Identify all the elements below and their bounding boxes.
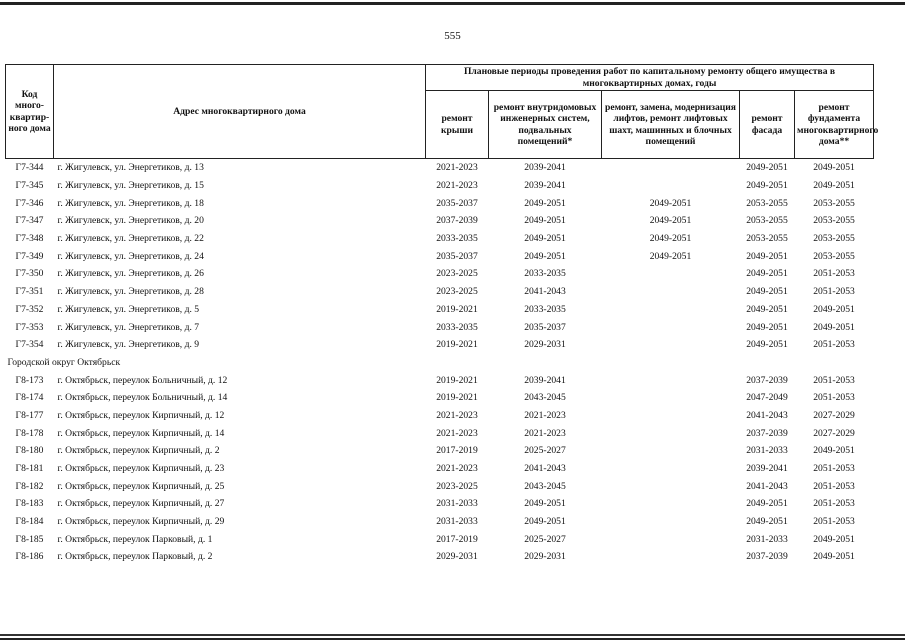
capital-repair-table — [5, 64, 879, 566]
cell-roof: 2023-2025 — [436, 268, 478, 280]
cell-systems: 2041-2043 — [524, 463, 566, 475]
cell-facade: 2037-2039 — [746, 551, 788, 563]
header-address: Адрес многоквартирного дома — [54, 65, 426, 159]
table-row — [6, 318, 874, 336]
table-row — [6, 230, 874, 248]
cell-foundation: 2049-2051 — [813, 533, 855, 545]
cell-foundation: 2027-2029 — [813, 409, 855, 421]
cell-systems: 2043-2045 — [524, 392, 566, 404]
cell-roof: 2021-2023 — [436, 427, 478, 439]
cell-lifts — [602, 424, 740, 442]
cell-roof: 2035-2037 — [436, 250, 478, 262]
cell-lifts — [602, 460, 740, 478]
cell-systems: 2049-2051 — [524, 215, 566, 227]
cell-facade: 2049-2051 — [746, 516, 788, 528]
cell-foundation: 2049-2051 — [813, 551, 855, 563]
cell-code: Г7-354 — [15, 339, 44, 351]
cell-foundation: 2051-2053 — [813, 516, 855, 528]
table-row — [6, 530, 874, 548]
cell-lifts — [602, 336, 740, 354]
cell-code: Г7-353 — [15, 321, 44, 333]
cell-systems: 2039-2041 — [524, 374, 566, 386]
header-facade: ремонт фасада — [740, 91, 795, 159]
table-body — [6, 159, 874, 566]
cell-systems: 2043-2045 — [524, 480, 566, 492]
cell-lifts — [602, 548, 740, 566]
cell-facade: 2053-2055 — [746, 197, 788, 209]
cell-facade: 2049-2051 — [746, 339, 788, 351]
cell-code: Г7-346 — [15, 197, 44, 209]
cell-roof: 2035-2037 — [436, 197, 478, 209]
table-row — [6, 247, 874, 265]
cell-code: Г7-351 — [15, 286, 44, 298]
table-row — [6, 442, 874, 460]
cell-systems: 2039-2041 — [524, 162, 566, 174]
table-row — [6, 495, 874, 513]
cell-lifts: 2049-2051 — [649, 215, 692, 227]
cell-foundation: 2051-2053 — [813, 480, 855, 492]
cell-lifts — [602, 513, 740, 531]
cell-foundation: 2051-2053 — [813, 339, 855, 351]
cell-code: Г8-174 — [15, 392, 44, 404]
cell-code: Г8-178 — [15, 427, 44, 439]
cell-roof: 2033-2035 — [436, 321, 478, 333]
cell-code: Г7-344 — [15, 162, 44, 174]
cell-systems: 2049-2051 — [524, 233, 566, 245]
cell-systems: 2021-2023 — [524, 409, 566, 421]
table-row — [6, 389, 874, 407]
table-row — [6, 177, 874, 195]
cell-facade: 2039-2041 — [746, 463, 788, 475]
cell-address: г. Октябрьск, переулок Кирпичный, д. 12 — [57, 409, 225, 421]
top-rule — [0, 2, 905, 5]
cell-foundation: 2027-2029 — [813, 427, 855, 439]
table-row — [6, 460, 874, 478]
cell-lifts — [602, 477, 740, 495]
table-row — [6, 548, 874, 566]
cell-address: г. Октябрьск, переулок Кирпичный, д. 2 — [57, 445, 220, 457]
cell-lifts — [602, 301, 740, 319]
cell-systems: 2029-2031 — [524, 339, 566, 351]
cell-foundation: 2049-2051 — [813, 321, 855, 333]
cell-address: г. Жигулевск, ул. Энергетиков, д. 28 — [57, 286, 204, 298]
cell-address: г. Жигулевск, ул. Энергетиков, д. 22 — [57, 233, 204, 245]
cell-lifts: 2049-2051 — [649, 197, 692, 209]
table-row — [6, 407, 874, 425]
cell-systems: 2033-2035 — [524, 303, 566, 315]
cell-roof: 2029-2031 — [436, 551, 478, 563]
cell-code: Г7-352 — [15, 303, 44, 315]
table-row — [6, 513, 874, 531]
cell-code: Г8-183 — [15, 498, 44, 510]
cell-address: г. Октябрьск, переулок Кирпичный, д. 23 — [57, 463, 225, 475]
cell-roof: 2017-2019 — [436, 445, 478, 457]
cell-roof: 2031-2033 — [436, 516, 478, 528]
cell-address: г. Жигулевск, ул. Энергетиков, д. 20 — [57, 215, 204, 227]
table-row — [6, 194, 874, 212]
cell-facade: 2031-2033 — [746, 445, 788, 457]
cell-foundation: 2049-2051 — [813, 180, 855, 192]
cell-code: Г8-186 — [15, 551, 44, 563]
cell-lifts: 2049-2051 — [649, 250, 692, 262]
cell-roof: 2021-2023 — [436, 409, 478, 421]
cell-foundation: 2051-2053 — [813, 286, 855, 298]
cell-lifts — [602, 389, 740, 407]
cell-address: г. Октябрьск, переулок Кирпичный, д. 14 — [57, 427, 225, 439]
header-periods: Плановые периоды проведения работ по капитальному ремонту общего имущества в многоквартирных домах, годы — [426, 65, 874, 91]
cell-foundation: 2049-2051 — [813, 303, 855, 315]
cell-lifts — [602, 318, 740, 336]
cell-roof: 2021-2023 — [436, 162, 478, 174]
table-row — [6, 424, 874, 442]
cell-roof: 2019-2021 — [436, 339, 478, 351]
cell-address: г. Октябрьск, переулок Кирпичный, д. 27 — [57, 498, 225, 510]
cell-foundation: 2053-2055 — [813, 233, 855, 245]
cell-lifts — [602, 407, 740, 425]
cell-facade: 2041-2043 — [746, 409, 788, 421]
cell-foundation: 2053-2055 — [813, 215, 855, 227]
cell-lifts — [602, 530, 740, 548]
cell-systems: 2049-2051 — [524, 498, 566, 510]
cell-systems: 2025-2027 — [524, 445, 566, 457]
cell-code: Г8-180 — [15, 445, 44, 457]
cell-facade: 2037-2039 — [746, 374, 788, 386]
cell-roof: 2017-2019 — [436, 533, 478, 545]
cell-foundation: 2049-2051 — [813, 162, 855, 174]
bottom-rule — [0, 634, 905, 636]
cell-address: г. Жигулевск, ул. Энергетиков, д. 9 — [57, 339, 200, 351]
cell-code: Г7-350 — [15, 268, 44, 280]
cell-code: Г8-181 — [15, 463, 44, 475]
cell-systems: 2021-2023 — [524, 427, 566, 439]
cell-lifts — [602, 283, 740, 301]
cell-address: г. Октябрьск, переулок Больничный, д. 12 — [57, 374, 228, 386]
cell-foundation: 2051-2053 — [813, 498, 855, 510]
cell-address: г. Жигулевск, ул. Энергетиков, д. 18 — [57, 197, 204, 209]
cell-facade: 2041-2043 — [746, 480, 788, 492]
cell-lifts: 2049-2051 — [649, 233, 692, 245]
cell-address: г. Октябрьск, переулок Больничный, д. 14 — [57, 392, 228, 404]
cell-roof: 2019-2021 — [436, 392, 478, 404]
cell-systems: 2049-2051 — [524, 197, 566, 209]
cell-lifts — [602, 159, 740, 177]
header-systems: ремонт внутридомовых инженерных систем, подвальных помещений* — [489, 91, 602, 159]
cell-roof: 2031-2033 — [436, 498, 478, 510]
cell-facade: 2049-2051 — [746, 180, 788, 192]
cell-facade: 2049-2051 — [746, 268, 788, 280]
cell-lifts — [602, 371, 740, 389]
cell-systems: 2039-2041 — [524, 180, 566, 192]
cell-systems: 2025-2027 — [524, 533, 566, 545]
cell-foundation: 2053-2055 — [813, 197, 855, 209]
cell-systems: 2033-2035 — [524, 268, 566, 280]
cell-systems: 2035-2037 — [524, 321, 566, 333]
table-row — [6, 265, 874, 283]
group-row — [6, 354, 874, 372]
cell-address: г. Октябрьск, переулок Парковый, д. 2 — [57, 551, 213, 563]
table-row — [6, 371, 874, 389]
cell-code: Г8-177 — [15, 409, 44, 421]
cell-address: г. Жигулевск, ул. Энергетиков, д. 13 — [57, 162, 204, 174]
cell-code: Г8-184 — [15, 516, 44, 528]
cell-address: г. Жигулевск, ул. Энергетиков, д. 26 — [57, 268, 204, 280]
cell-foundation: 2051-2053 — [813, 268, 855, 280]
table-row — [6, 477, 874, 495]
cell-systems: 2029-2031 — [524, 551, 566, 563]
group-label: Городской округ Октябрьск — [7, 356, 121, 368]
cell-foundation: 2049-2051 — [813, 445, 855, 457]
cell-lifts — [602, 265, 740, 283]
cell-roof: 2033-2035 — [436, 233, 478, 245]
cell-facade: 2049-2051 — [746, 250, 788, 262]
cell-roof: 2019-2021 — [436, 374, 478, 386]
cell-foundation: 2053-2055 — [813, 250, 855, 262]
cell-foundation: 2051-2053 — [813, 463, 855, 475]
cell-address: г. Октябрьск, переулок Парковый, д. 1 — [57, 533, 213, 545]
cell-code: Г8-173 — [15, 374, 44, 386]
cell-roof: 2021-2023 — [436, 180, 478, 192]
cell-facade: 2031-2033 — [746, 533, 788, 545]
cell-facade: 2049-2051 — [746, 498, 788, 510]
cell-address: г. Жигулевск, ул. Энергетиков, д. 7 — [57, 321, 200, 333]
cell-foundation: 2051-2053 — [813, 392, 855, 404]
cell-address: г. Октябрьск, переулок Кирпичный, д. 29 — [57, 516, 225, 528]
header-lifts: ремонт, замена, модернизация лифтов, ремонт лифтовых шахт, машинных и блочных помещений — [602, 91, 740, 159]
cell-facade: 2049-2051 — [746, 303, 788, 315]
cell-systems: 2049-2051 — [524, 516, 566, 528]
page-number: 555 — [444, 30, 461, 42]
cell-facade: 2049-2051 — [746, 321, 788, 333]
cell-code: Г8-182 — [15, 480, 44, 492]
cell-roof: 2023-2025 — [436, 480, 478, 492]
cell-code: Г8-185 — [15, 533, 44, 545]
cell-facade: 2053-2055 — [746, 233, 788, 245]
cell-systems: 2049-2051 — [524, 250, 566, 262]
cell-lifts — [602, 442, 740, 460]
cell-code: Г7-348 — [15, 233, 44, 245]
cell-facade: 2049-2051 — [746, 286, 788, 298]
table-row — [6, 301, 874, 319]
cell-foundation: 2051-2053 — [813, 374, 855, 386]
cell-lifts — [602, 495, 740, 513]
cell-lifts — [602, 177, 740, 195]
header-roof: ремонт крыши — [426, 91, 489, 159]
cell-facade: 2049-2051 — [746, 162, 788, 174]
cell-roof: 2019-2021 — [436, 303, 478, 315]
cell-roof: 2023-2025 — [436, 286, 478, 298]
cell-address: г. Жигулевск, ул. Энергетиков, д. 15 — [57, 180, 204, 192]
cell-systems: 2041-2043 — [524, 286, 566, 298]
table-row — [6, 283, 874, 301]
cell-address: г. Жигулевск, ул. Энергетиков, д. 5 — [57, 303, 200, 315]
header-code: Код много-квартир-ного дома — [6, 65, 54, 159]
cell-address: г. Октябрьск, переулок Кирпичный, д. 25 — [57, 480, 225, 492]
table-row — [6, 336, 874, 354]
cell-facade: 2037-2039 — [746, 427, 788, 439]
table-row — [6, 159, 874, 177]
header-foundation: ремонт фундамента многоквартирного дома** — [795, 91, 874, 159]
table-row — [6, 212, 874, 230]
cell-facade: 2053-2055 — [746, 215, 788, 227]
cell-facade: 2047-2049 — [746, 392, 788, 404]
cell-code: Г7-347 — [15, 215, 44, 227]
cell-roof: 2037-2039 — [436, 215, 478, 227]
cell-code: Г7-345 — [15, 180, 44, 192]
cell-address: г. Жигулевск, ул. Энергетиков, д. 24 — [57, 250, 204, 262]
cell-code: Г7-349 — [15, 250, 44, 262]
cell-roof: 2021-2023 — [436, 463, 478, 475]
